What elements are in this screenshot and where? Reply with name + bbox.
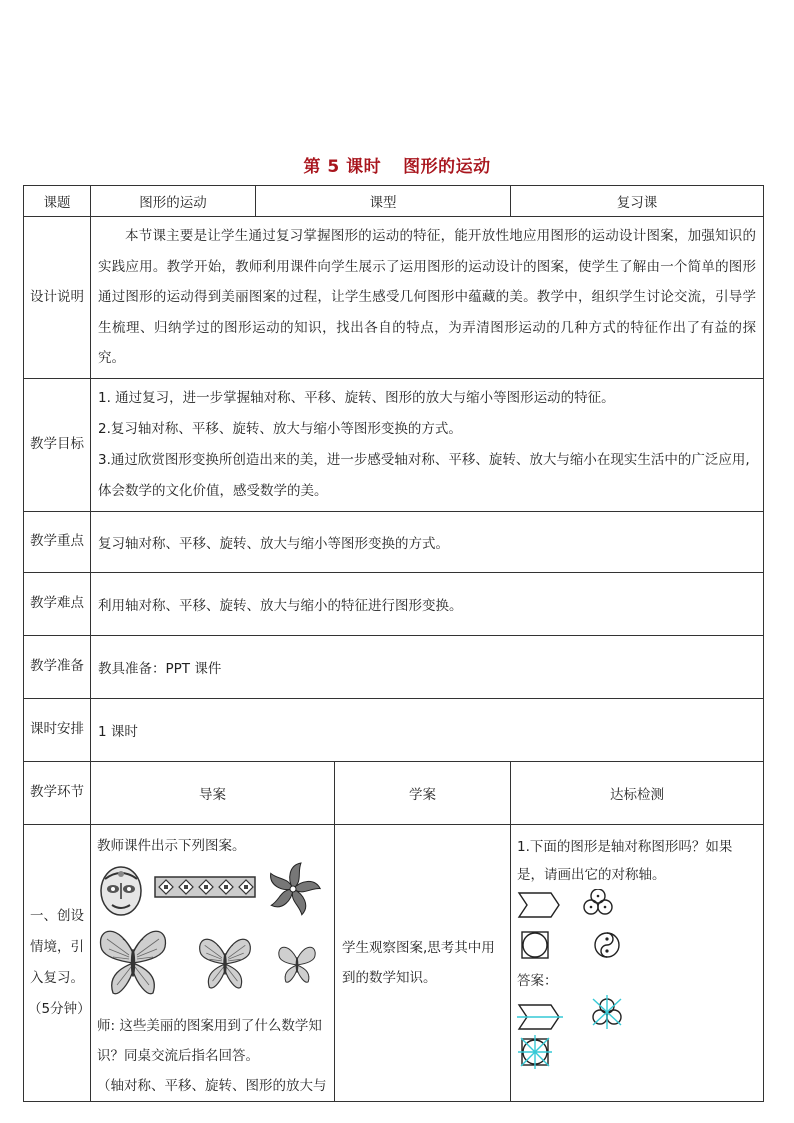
goal-item: 1. 通过复习，进一步掌握轴对称、平移、旋转、图形的放大与缩小等图形运动的特征。	[98, 389, 615, 406]
step1-study: 学生观察图案,思考其中用到的数学知识。	[335, 824, 511, 1101]
process-label: 教学环节	[24, 761, 91, 824]
step1-check	[511, 824, 764, 1101]
butterfly-large-image	[101, 931, 166, 993]
design-text: 本节课主要是让学生通过复习掌握图形的运动的特征，能开放性地应用图形的运动设计图案，加强知识的实践应用。教学开始，教师利用课件向学生展示了运用图形的运动设计的图案，使学生了解由一个简单的图形通过图形的运动得到美丽图案的过程，让学生感受几何图形中蕴藏的美。教学中，组织学生讨论交流，引导学生梳理、归纳学过的图形运动的知识，找出各自的特点，为弄清图形运动的几种方式的特征作出了有益的探究。	[91, 217, 764, 379]
opera-mask-image	[101, 867, 141, 915]
page-title	[0, 152, 794, 177]
col-study: 学案	[335, 761, 511, 824]
topic-value: 图形的运动	[91, 186, 256, 217]
guide-answer: （轴对称、平移、旋转、图形的放大与	[97, 1077, 327, 1094]
butterfly-medium-image	[200, 939, 251, 988]
lesson-plan-table	[23, 185, 764, 1102]
symmetry-shapes	[517, 889, 647, 967]
guide-question: 师: 这些美丽的图案用到了什么数学知识？同桌交流后指名回答。	[97, 1017, 322, 1064]
label-topic: 课题	[24, 186, 91, 217]
diamond-strip-image	[155, 877, 255, 897]
answer-label: 答案：	[517, 972, 558, 989]
difficulties-text: 利用轴对称、平移、旋转、放大与缩小的特征进行图形变换。	[91, 572, 764, 635]
step1-label: 一、创设情境，引入复习。（5分钟）	[24, 824, 91, 1101]
goals-list	[91, 378, 764, 511]
schedule-text: 1 课时	[91, 698, 764, 761]
key-points-label: 教学重点	[24, 511, 91, 572]
check-question: 1.下面的图形是轴对称图形吗？如果是，请画出它的对称轴。	[517, 838, 733, 883]
goal-item: 2.复习轴对称、平移、旋转、放大与缩小等图形变换的方式。	[98, 420, 462, 437]
col-check: 达标检测	[511, 761, 764, 824]
type-value: 复习课	[511, 186, 764, 217]
preparation-text: 教具准备：PPT 课件	[91, 635, 764, 698]
step1-guide	[91, 824, 335, 1101]
schedule-row	[24, 698, 764, 761]
lesson-topic: 图形的运动	[403, 157, 491, 177]
lesson-number: 第 5 课时	[303, 157, 382, 177]
goals-label: 教学目标	[24, 378, 91, 511]
goal-item: 3.通过欣赏图形变换所创造出来的美，进一步感受轴对称、平移、旋转、放大与缩小在现实生活中的广泛应用,体会数学的文化价值，感受数学的美。	[98, 451, 750, 499]
label-type: 课型	[256, 186, 511, 217]
preparation-row	[24, 635, 764, 698]
butterfly-small-image	[279, 947, 315, 982]
bauhinia-image	[267, 863, 320, 915]
preparation-label: 教学准备	[24, 635, 91, 698]
design-label: 设计说明	[24, 217, 91, 379]
schedule-label: 课时安排	[24, 698, 91, 761]
pattern-images	[97, 861, 328, 1011]
design-row	[24, 217, 764, 379]
col-guide: 导案	[91, 761, 335, 824]
difficulties-label: 教学难点	[24, 572, 91, 635]
difficulties-row	[24, 572, 764, 635]
header-row	[24, 186, 764, 217]
key-points-row	[24, 511, 764, 572]
goals-row	[24, 378, 764, 511]
pattern-illustrations	[97, 861, 329, 1011]
symmetry-answers	[517, 995, 647, 1069]
guide-intro: 教师课件出示下列图案。	[97, 837, 246, 854]
key-points-text: 复习轴对称、平移、旋转、放大与缩小等图形变换的方式。	[91, 511, 764, 572]
process-header-row	[24, 761, 764, 824]
step1-row	[24, 824, 764, 1101]
